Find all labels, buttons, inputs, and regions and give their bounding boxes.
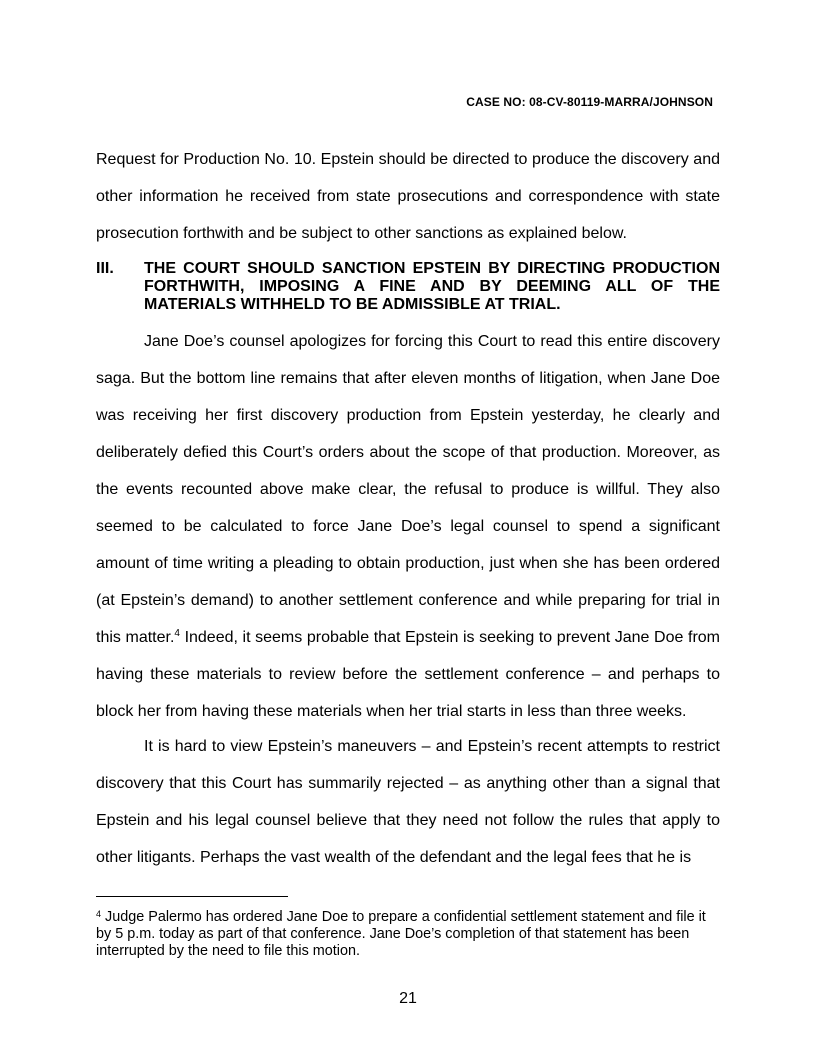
footnote	[96, 906, 720, 960]
footnote-text: Judge Palermo has ordered Jane Doe to prepare a confidential settlement statement and file it by 5 p.m. today as part of that conference. Jane Doe’s completion of that statement has been interrupted by the need to file this motion.	[96, 909, 706, 959]
paragraph-text-before-footnote: Jane Doe’s counsel apologizes for forcing this Court to read this entire discovery saga. But the bottom line remains that after eleven months of litigation, when Jane Doe was receiving her first discovery production from Epstein yesterday, he clearly and deliberately defied this Court’s orders about the scope of that production. Moreover, as the events recounted above make clear, the refusal to produce is willful. They also seemed to be calculated to force Jane Doe’s legal counsel to spend a significant amount of time writing a pleading to obtain production, just when she has been ordered (at Epstein’s demand) to another settlement conference and while preparing for trial in this matter.	[96, 333, 720, 646]
paragraph-maneuvers: It is hard to view Epstein’s maneuvers – and Epstein’s recent attempts to restrict discovery that this Court has summarily rejected – as anything other than a signal that Epstein and his legal counsel believe that they need not follow the rules that apply to other litigants. Perhaps the vast wealth of the defendant and the legal fees that he is	[96, 738, 720, 866]
section-heading-text: THE COURT SHOULD SANCTION EPSTEIN BY DIRECTING PRODUCTION FORTHWITH, IMPOSING A FINE AND BY DEEMING ALL OF THE MATERIALS WITHHELD TO BE ADMISSIBLE AT TRIAL.	[144, 260, 720, 313]
case-number-header: CASE NO: 08-CV-80119-MARRA/JOHNSON	[466, 95, 713, 109]
footnote-divider	[96, 896, 288, 897]
footnote-reference[interactable]: 4	[174, 628, 180, 639]
continuation-paragraph: Request for Production No. 10. Epstein should be directed to produce the discovery and other information he received from state prosecutions and correspondence with state prosecution forthwith and be subject to other sanctions as explained below.	[96, 151, 720, 242]
footnote-marker: 4	[96, 909, 102, 919]
section-heading	[96, 260, 720, 314]
paragraph-text-after-footnote: Indeed, it seems probable that Epstein is seeking to prevent Jane Doe from having these materials to review before the settlement conference – and perhaps to block her from having these materials when her trial starts in less than three weeks.	[96, 629, 720, 720]
section-number: III.	[96, 260, 114, 277]
page-number: 21	[399, 990, 417, 1007]
paragraph-sanctions	[96, 323, 720, 730]
